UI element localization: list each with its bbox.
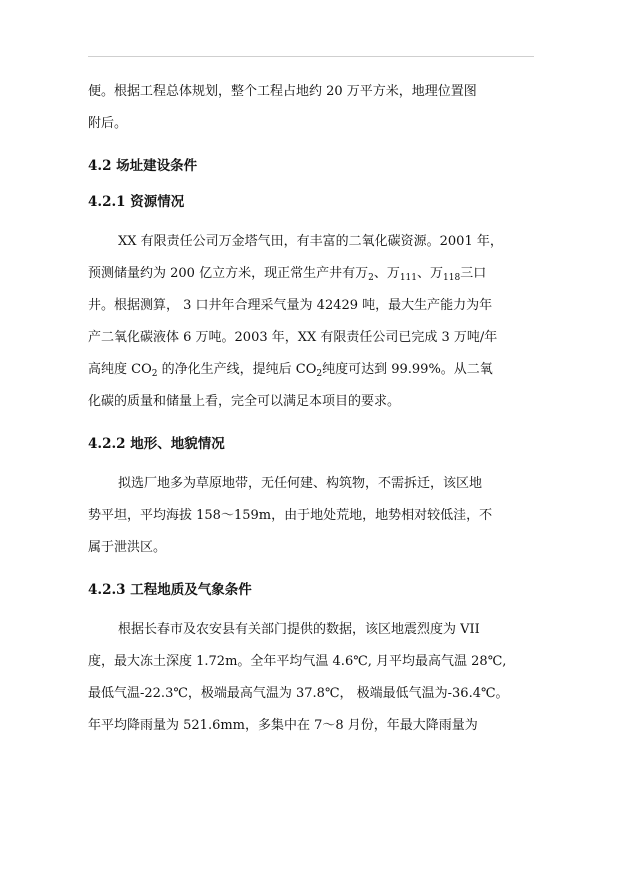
paragraph-4-2-2-line-1: 拟选厂地多为草原地带，无任何建、构筑物，不需拆迁，该区地 — [118, 476, 483, 491]
paragraph-4-2-1-line-1: XX 有限责任公司万金塔气田，有丰富的二氧化碳资源。2001 年， — [118, 234, 503, 249]
paragraph-4-2-1-line-6: 化碳的质量和储量上看，完全可以满足本项目的要求。 — [88, 394, 401, 409]
paragraph-4-2-3-line-1: 根据长春市及农安县有关部门提供的数据，该区地震烈度为 VII — [118, 622, 480, 637]
paragraph-4-2-1-line-2: 预测储量约为 200 亿立方米，现正常生产井有万$_2$、万$_{111}$、万$_{118}$三口 — [88, 266, 487, 283]
heading-4-2-3: 4.2.3 工程地质及气象条件 — [88, 582, 252, 598]
heading-4-2: 4.2 场址建设条件 — [88, 158, 198, 174]
intro-line-1: 便。根据工程总体规划，整个工程占地约 20 万平方米，地理位置图 — [88, 84, 477, 99]
intro-line-2: 附后。 — [88, 116, 128, 131]
paragraph-4-2-1-line-3: 井。根据测算， 3 口井年合理采气量为 42429 吨，最大生产能力为年 — [88, 298, 493, 313]
paragraph-4-2-2-line-2: 势平坦，平均海拔 158～159m，由于地处荒地，地势相对较低洼，不 — [88, 508, 493, 523]
paragraph-4-2-3-line-2: 度，最大冻土深度 1.72m。全年平均气温 4.6℃, 月平均最高气温 28℃, — [88, 654, 507, 669]
paragraph-4-2-3-line-4: 年平均降雨量为 521.6mm，多集中在 7～8 月份，年最大降雨量为 — [88, 718, 478, 733]
paragraph-4-2-2-line-3: 属于泄洪区。 — [88, 540, 167, 555]
heading-4-2-2: 4.2.2 地形、地貌情况 — [88, 436, 225, 452]
header-rule — [88, 56, 534, 57]
page-content — [88, 76, 534, 742]
paragraph-4-2-1-line-5: 高纯度 $CO_2$ 的净化生产线，提纯后 $CO_2$纯度可达到 99.99%。从二氧 — [88, 362, 493, 379]
heading-4-2-1: 4.2.1 资源情况 — [88, 194, 185, 210]
paragraph-4-2-1-line-4: 产二氧化碳液体 6 万吨。2003 年，XX 有限责任公司已完成 3 万吨/年 — [88, 330, 498, 345]
paragraph-4-2-3-line-3: 最低气温-22.3℃，极端最高气温为 37.8℃， 极端最低气温为-36.4℃。 — [88, 686, 509, 701]
